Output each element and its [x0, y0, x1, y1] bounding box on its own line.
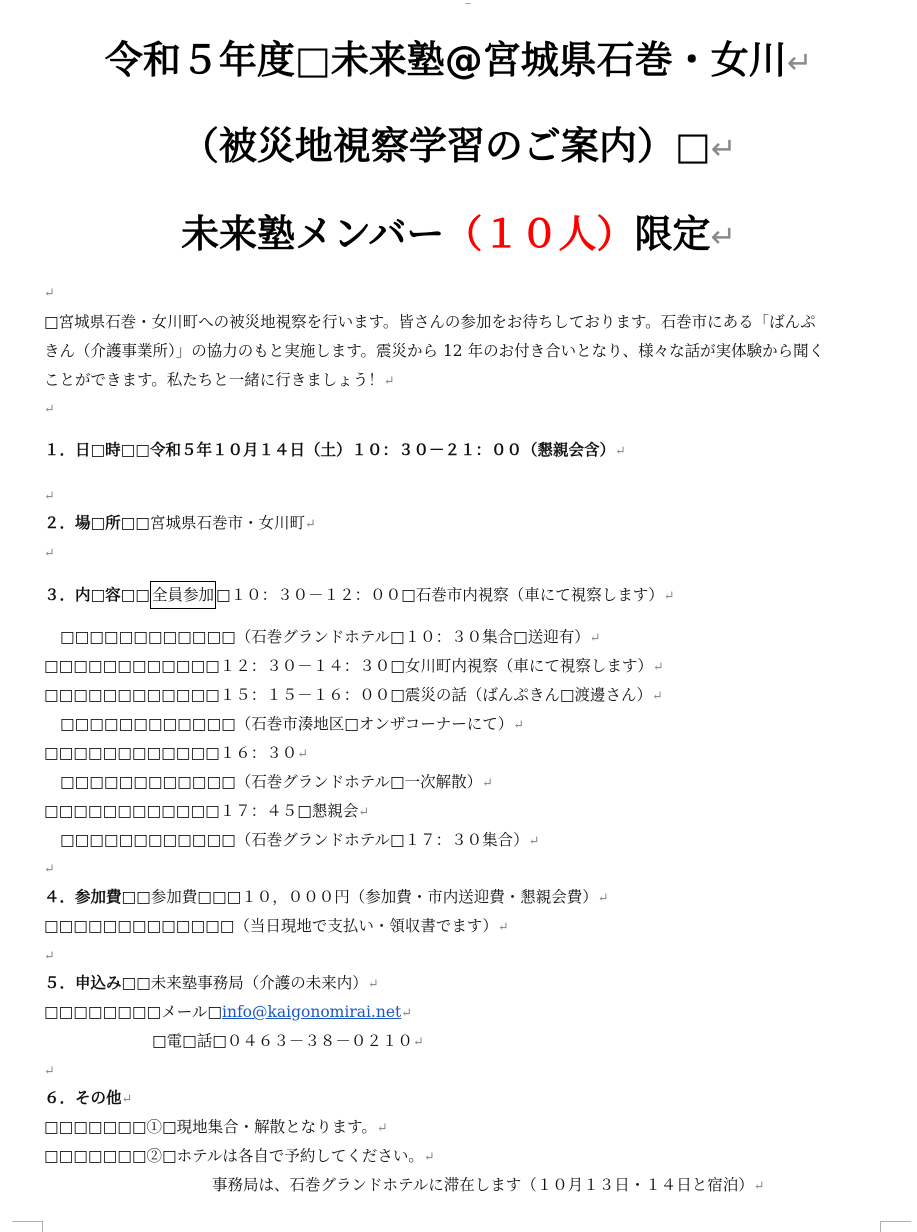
- schedule-line: □□□□□□□□□□□□１２：３０－１４：３０□女川町内視察（車にて視察します）↵: [44, 657, 664, 675]
- empty-paragraph: ↵: [44, 862, 55, 877]
- place-value: 宮城県石巻市・女川町: [149, 514, 305, 532]
- schedule-line: □□□□□□□□□□□□１５：１５－１６：００□震災の話（ばんぷきん□渡邊さん）↵: [44, 686, 663, 704]
- datetime-label: １．日□時□□: [44, 440, 150, 459]
- intro-line-1: □宮城県石巻・女川町への被災地視察を行います。皆さんの参加をお待ちしております。石巻市にある「ばんぷ: [44, 313, 816, 331]
- fee-label: ４．参加費□□: [44, 887, 151, 906]
- office-note: 事務局は、石巻グランドホテルに滞在します（１０月１３日・１４日と宿泊）↵: [212, 1176, 765, 1194]
- schedule-line: □□□□□□□□□□□□（石巻グランドホテル□１７：３０集合）↵: [60, 831, 540, 849]
- datetime-value: 令和５年１０月１４日（土）１０：３０－２１：００（懇親会含）: [149, 440, 615, 459]
- apply-label: ５．申込み□□: [44, 973, 151, 992]
- apply-mail-line: □□□□□□□□メール□info@kaigonomirai.net↵: [44, 1003, 413, 1021]
- empty-paragraph: ↵: [44, 949, 55, 964]
- section-place: ２．場□所□□宮城県石巻市・女川町↵: [44, 513, 316, 532]
- schedule-line: □□□□□□□□□□□□（石巻市湊地区□オンザコーナーにて）↵: [60, 715, 525, 733]
- title-line-1: 令和５年度□未来塾@宮城県石巻・女川↵: [104, 38, 813, 82]
- intro-line-2: きん（介護事業所）」の協力のもと実施します。震災から 12 年のお付き合いとなり、様々な話が実体験から聞く: [44, 342, 825, 360]
- empty-paragraph: ↵: [44, 286, 55, 301]
- page-corner-mark-left: [12, 1221, 43, 1232]
- empty-paragraph: ↵: [44, 546, 55, 561]
- other-item: □□□□□□□②□ホテルは各自で予約してください。↵: [44, 1147, 435, 1165]
- intro-line-3: ことができます。私たちと一緒に行きましょう！↵: [44, 371, 395, 389]
- section-apply: ５．申込み□□未来塾事務局（介護の未来内）↵: [44, 973, 379, 992]
- title-line-2: （被災地視察学習のご案内）□↵: [180, 124, 737, 168]
- schedule-line: □□□□□□□□□□□□１６：３０↵: [44, 744, 309, 762]
- schedule-line: □□□□□□□□□□□□１７：４５□懇親会↵: [44, 802, 370, 820]
- fee-note: □□□□□□□□□□□□□（当日現地で支払い・領収書でます）↵: [44, 917, 509, 935]
- schedule-line: □□□□□□□□□□□□（石巻グランドホテル□一次解散）↵: [60, 773, 494, 791]
- other-item: □□□□□□□①□現地集合・解散となります。↵: [44, 1118, 388, 1136]
- title-line-3: 未来塾メンバー（１０人）限定↵: [181, 212, 736, 256]
- section-fee: ４．参加費□□参加費□□□１０，０００円（参加費・市内送迎費・懇親会費）↵: [44, 887, 609, 906]
- section-content: ３．内□容□□ 全員参加 □１０：３０－１２：００□石巻市内視察（車にて視察します）↵: [44, 585, 675, 607]
- section-datetime: １．日□時□□令和５年１０月１４日（土）１０：３０－２１：００（懇親会含）↵: [44, 440, 626, 459]
- other-label: ６．その他: [44, 1088, 122, 1107]
- content-label: ３．内□容□□: [44, 585, 150, 604]
- section-other: ６．その他↵: [44, 1088, 133, 1107]
- empty-paragraph: ↵: [44, 402, 55, 417]
- member-limit-highlight: （１０人）: [444, 212, 635, 256]
- place-label: ２．場□所□□: [44, 513, 150, 532]
- all-participants-box: 全員参加: [150, 581, 216, 609]
- apply-tel-line: □電□話□０４６３－３８－０２１０↵: [152, 1032, 424, 1050]
- page-corner-mark-right: [880, 1221, 911, 1232]
- page-top-mark: [465, 0, 471, 4]
- empty-paragraph: ↵: [44, 489, 55, 504]
- fee-value: 参加費□□□１０，０００円（参加費・市内送迎費・懇親会費）: [150, 888, 598, 906]
- schedule-line: □□□□□□□□□□□□（石巻グランドホテル□１０：３０集合□送迎有）↵: [60, 628, 601, 646]
- empty-paragraph: ↵: [44, 1064, 55, 1079]
- email-link[interactable]: info@kaigonomirai.net: [222, 1003, 402, 1021]
- apply-value: 未来塾事務局（介護の未来内）: [150, 974, 368, 992]
